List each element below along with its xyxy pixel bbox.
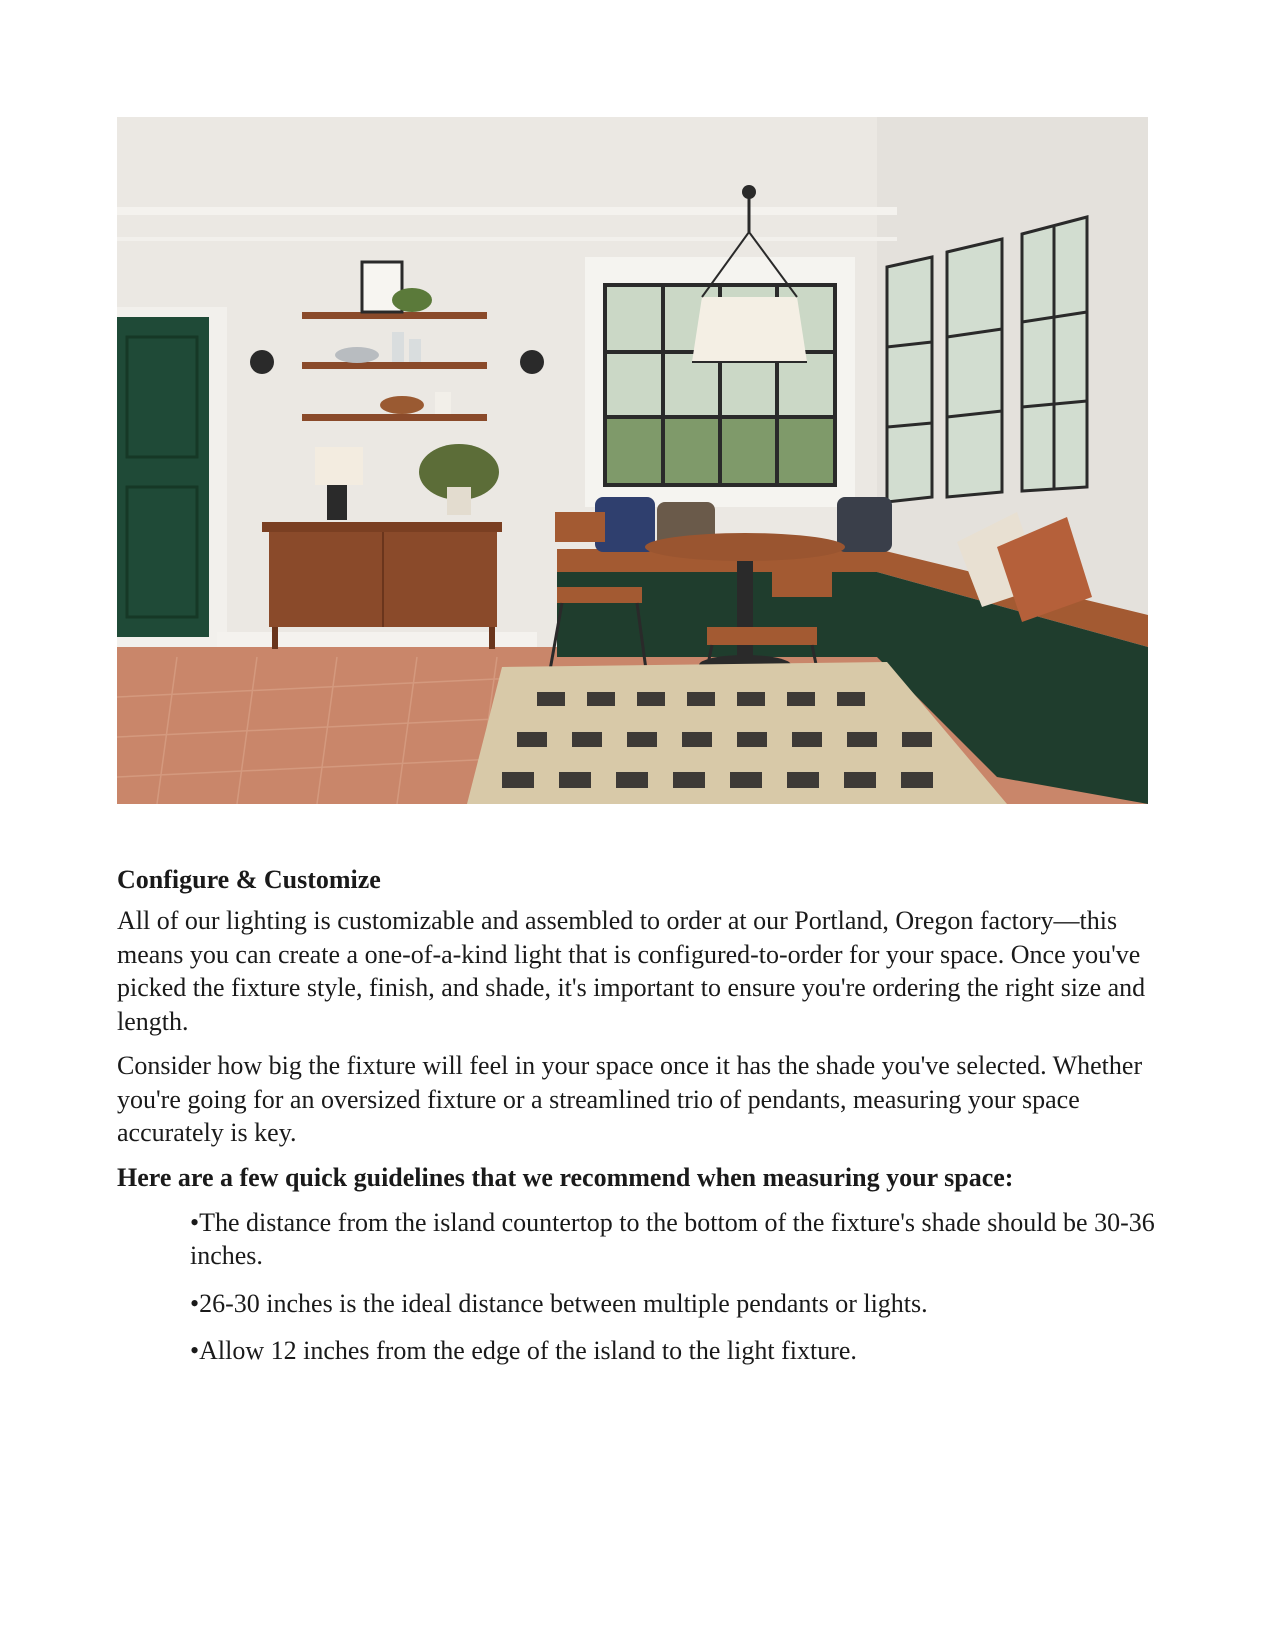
sizing-paragraph: Consider how big the fixture will feel in your space once it has the shade you've selected. Whether you're going for an oversized fixture or a streamlined trio of pendants, measuring your space accurately is key. — [117, 1051, 1143, 1147]
kitchen-nook-photo — [117, 117, 1148, 804]
guideline-item: •26-30 inches is the ideal distance between multiple pendants or lights. — [190, 1288, 928, 1318]
intro-paragraph: All of our lighting is customizable and assembled to order at our Portland, Oregon factory—this means you can create a one-of-a-kind light that is configured-to-order for your space. Once you've picked the fixture style, finish, and shade, it's important to ensure you're ordering the right size and length. — [117, 906, 1146, 1036]
pendant-shade — [692, 297, 807, 362]
section-heading: Configure & Customize — [117, 865, 381, 894]
kitchen-nook-illustration — [117, 117, 1148, 804]
guidelines-title: Here are a few quick guidelines that we recommend when measuring your space: — [117, 1162, 1014, 1192]
article-body — [117, 864, 1157, 1382]
green-door — [117, 317, 209, 637]
guideline-item: •Allow 12 inches from the edge of the island to the light fixture. — [190, 1336, 857, 1365]
guideline-item: •The distance from the island countertop to the bottom of the fixture's shade should be 30-36 inches. — [190, 1207, 1155, 1270]
guidelines-list — [117, 1206, 1157, 1368]
